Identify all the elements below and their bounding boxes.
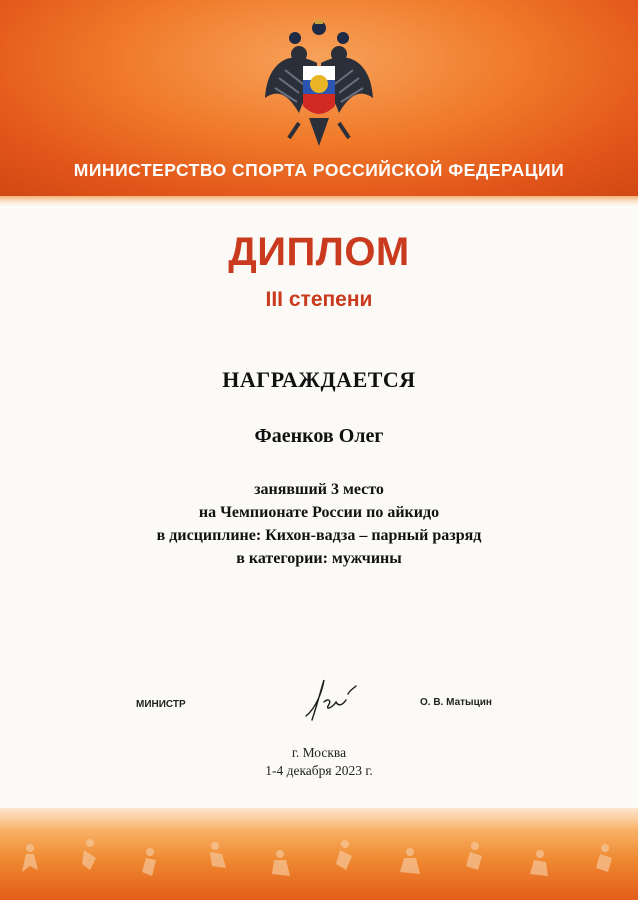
- handwritten-signature-icon: [292, 672, 372, 727]
- awarded-heading: НАГРАЖДАЕТСЯ: [222, 367, 416, 392]
- recipient-name: Фаенков Олег: [254, 425, 384, 447]
- header-divider: [0, 196, 638, 206]
- diploma-degree: III степени: [265, 288, 373, 311]
- sport-pictograms-decoration: [0, 808, 638, 900]
- footer-banner: [0, 808, 638, 900]
- signer-role: МИНИСТР: [136, 699, 186, 710]
- description-line: в дисциплине: Кихон-вадза – парный разряд: [156, 527, 482, 544]
- diploma-title: ДИПЛОМ: [228, 230, 410, 274]
- event-date: 1-4 декабря 2023 г.: [265, 763, 373, 778]
- description-line: занявший 3 место: [254, 481, 384, 498]
- description-line: на Чемпионате России по айкидо: [198, 504, 440, 521]
- city: г. Москва: [291, 745, 347, 760]
- signer-name: О. В. Матыцин: [420, 697, 492, 708]
- russian-double-headed-eagle-icon: [259, 18, 379, 158]
- description-line: в категории: мужчины: [236, 550, 402, 567]
- award-description: [0, 478, 638, 570]
- ministry-name: МИНИСТЕРСТВО СПОРТА РОССИЙСКОЙ ФЕДЕРАЦИИ: [73, 160, 565, 180]
